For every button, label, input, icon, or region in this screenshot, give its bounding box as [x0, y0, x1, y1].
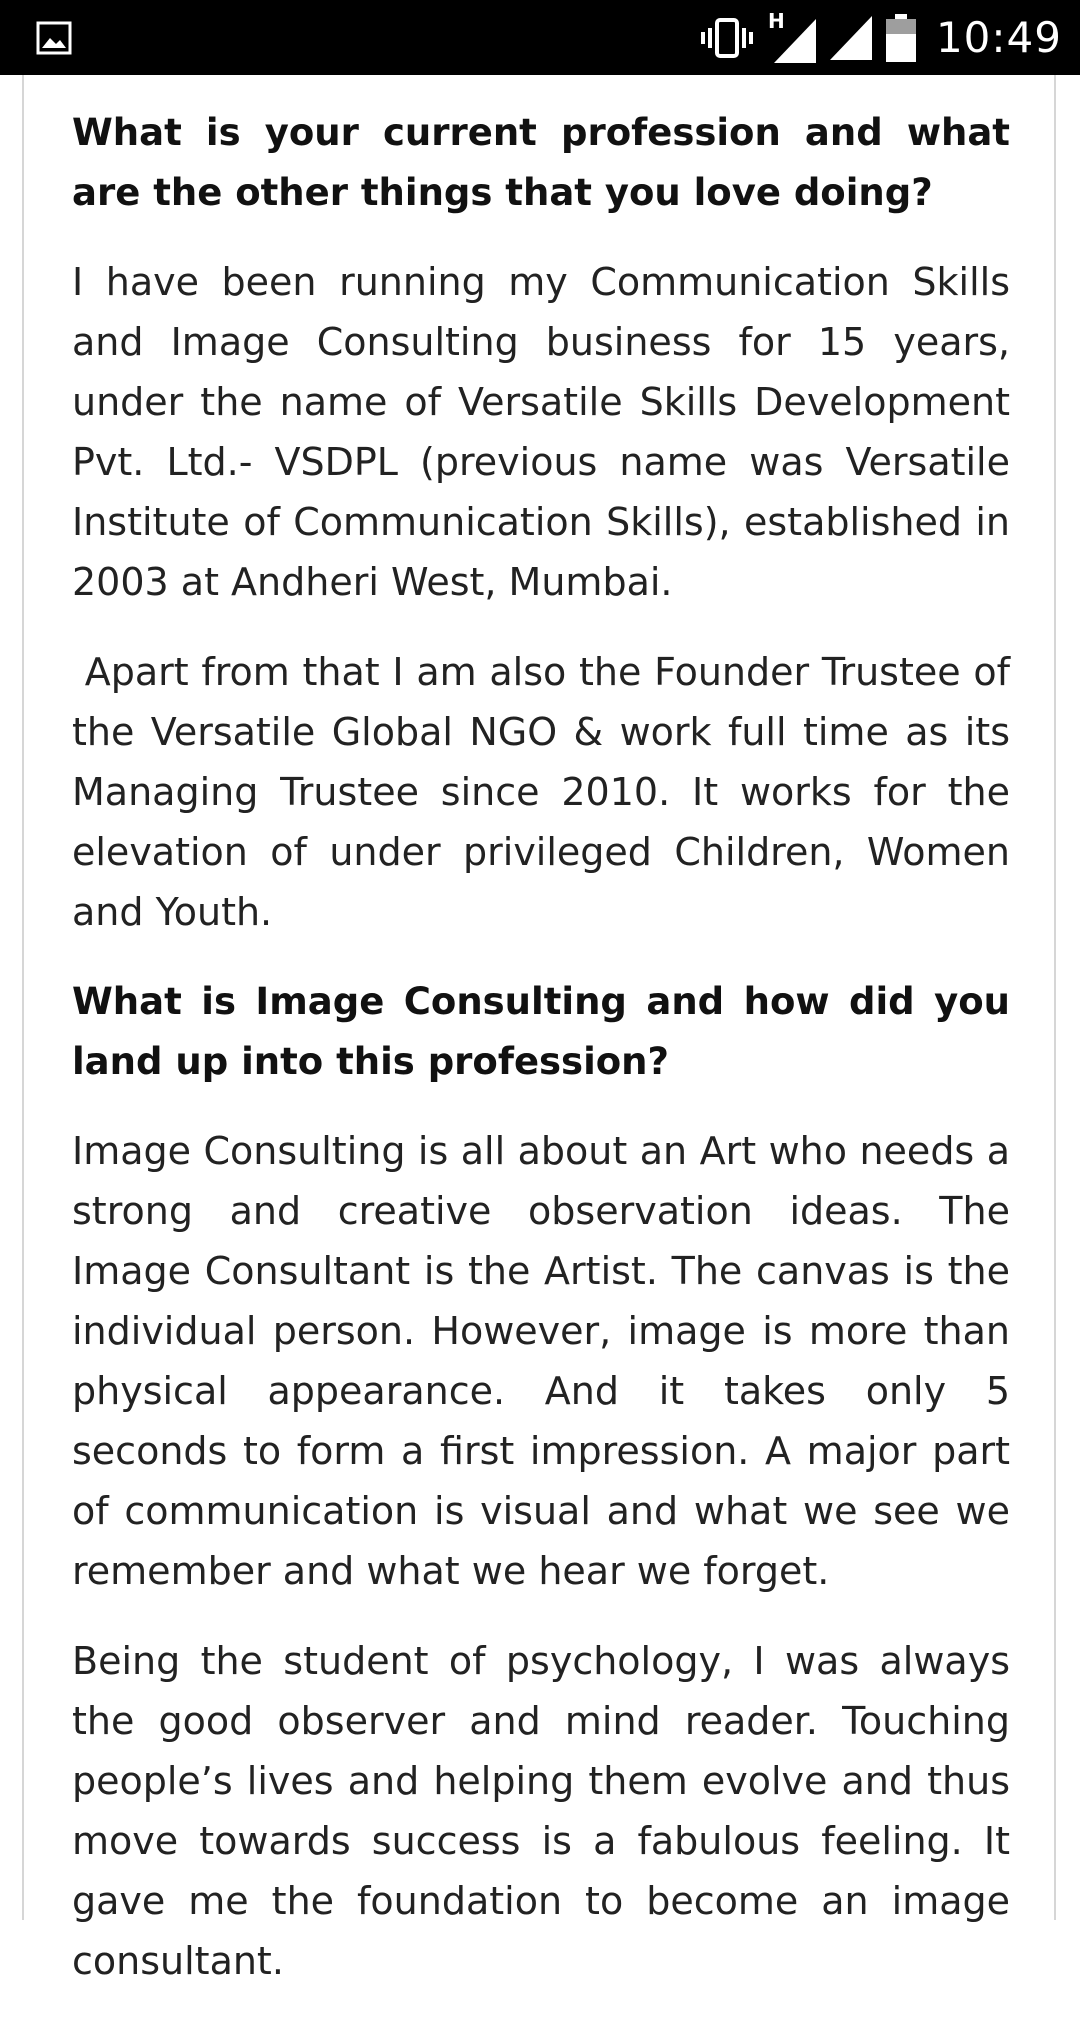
signal-icon: [830, 16, 872, 60]
network-type-label: H: [767, 8, 785, 33]
clock-time: 10:49: [935, 13, 1062, 62]
answer-paragraph: Being the student of psychology, I was always the good observer and mind reader. Touching people’s lives and helping them evolve and thus move towards success is a fabulous feeling. It gave me the foundation to become an image consultant.: [72, 1639, 1010, 1983]
answer-paragraph: I have been running my Communication Skills and Image Consulting business for 15 years, under the name of Versatile Skills Development Pvt. Ltd.- VSDPL (previous name was Versatile Institute of Communication Skills), established in 2003 at Andheri West, Mumbai.: [72, 260, 1010, 604]
answer-paragraph: Apart from that I am also the Founder Trustee of the Versatile Global NGO & work full time as its Managing Trustee since 2010. It works for the elevation of under privileged Children, Women and Youth.: [72, 650, 1023, 934]
answer-paragraph: Image Consulting is all about an Art who needs a strong and creative observation ideas. The Image Consultant is the Artist. The canvas is the individual person. However, image is more than physical appearance. And it takes only 5 seconds to form a first impression. A major part of communication is visual and what we see we remember and what we hear we forget.: [72, 1129, 1010, 1593]
question-heading: What is Image Consulting and how did you land up into this profession?: [72, 980, 1010, 1083]
vibrate-icon: [700, 16, 754, 60]
battery-icon: [886, 14, 916, 62]
article-content: [72, 103, 1023, 2021]
signal-icon: [767, 8, 816, 63]
question-heading: What is your current profession and what are the other things that you love doing?: [72, 111, 1010, 214]
status-icons: [700, 0, 1062, 75]
image-notification-icon: [36, 20, 72, 56]
status-bar: [0, 0, 1080, 75]
article-page[interactable]: [22, 75, 1056, 1983]
